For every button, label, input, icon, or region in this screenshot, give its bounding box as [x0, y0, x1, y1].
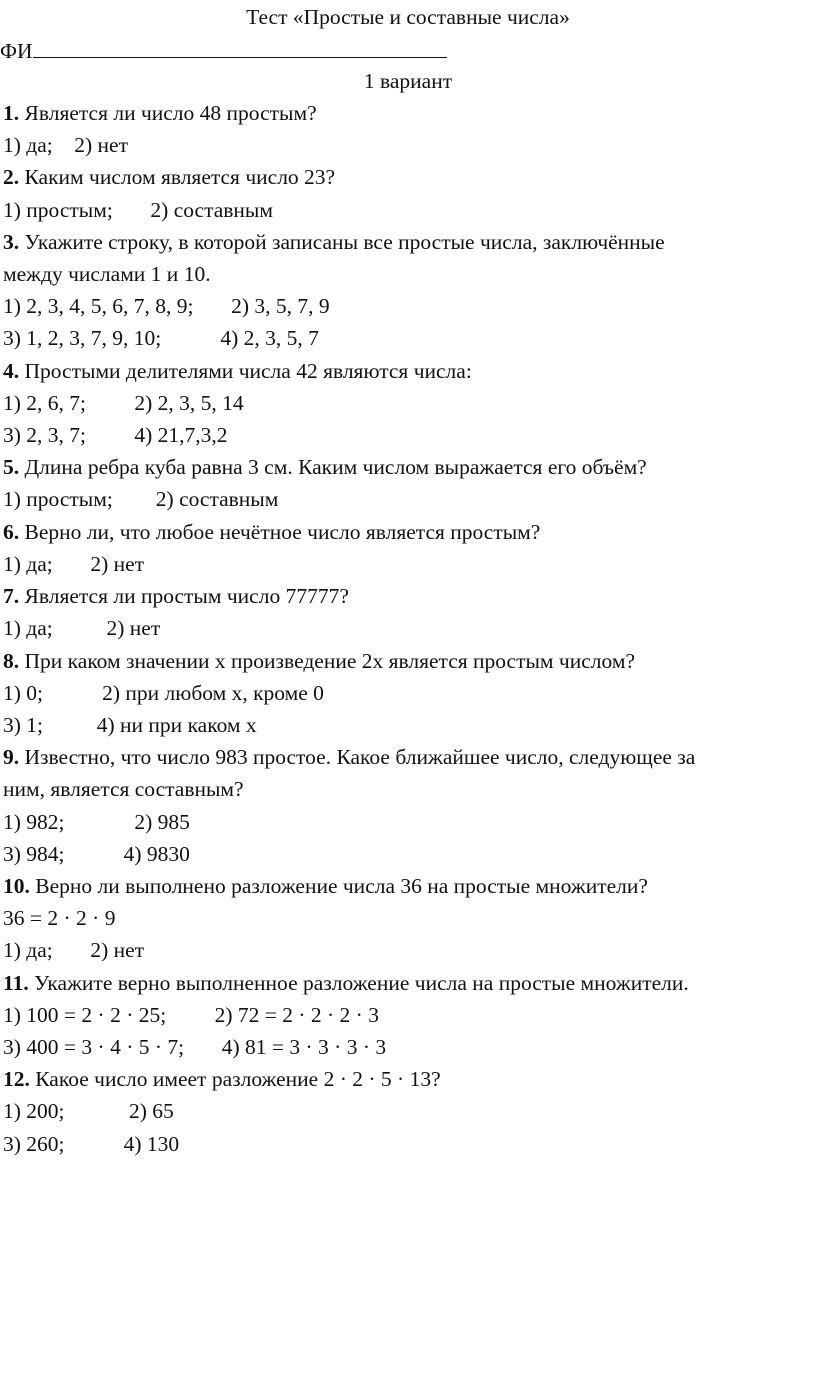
question-text: Верно ли, что любое нечётное число является простым?: [19, 520, 541, 544]
question-text: Верно ли выполнено разложение числа 36 на простые множители?: [29, 874, 648, 898]
question-10: [3, 873, 648, 899]
name-field: [0, 36, 447, 64]
answer-options: 3) 260; 4) 130: [3, 1132, 180, 1156]
question-3: [3, 229, 665, 255]
answer-options: 1) 2, 6, 7; 2) 2, 3, 5, 14: [3, 391, 244, 415]
question-text: Укажите строку, в которой записаны все простые числа, заключённые: [19, 230, 665, 254]
question-text: Простыми делителями числа 42 являются числа:: [19, 359, 472, 383]
answer-options: 1) простым; 2) составным: [3, 487, 279, 511]
answer-options: 1) 200; 2) 65: [3, 1099, 174, 1123]
question-text-continued: между числами 1 и 10.: [3, 262, 211, 286]
variant-label: 1 вариант: [363, 69, 453, 93]
answer-options: 1) да; 2) нет: [3, 616, 161, 640]
question-number: 7.: [3, 584, 20, 608]
question-number: 6.: [3, 520, 20, 544]
question-number: 1.: [3, 101, 20, 125]
question-number: 3.: [3, 230, 20, 254]
question-number: 10.: [3, 874, 30, 898]
question-4: [3, 358, 472, 384]
page-title: Тест «Простые и составные числа»: [246, 5, 570, 29]
question-text: Является ли простым число 77777?: [19, 584, 349, 608]
name-field-underline: [33, 36, 447, 58]
question-number: 9.: [3, 745, 20, 769]
question-7: [3, 583, 349, 609]
question-text: Укажите верно выполненное разложение числа на простые множители.: [28, 971, 689, 995]
question-number: 11.: [3, 971, 29, 995]
question-text: При каком значении x произведение 2x является простым числом?: [19, 649, 635, 673]
answer-options: 1) 2, 3, 4, 5, 6, 7, 8, 9; 2) 3, 5, 7, 9: [3, 294, 330, 318]
answer-options: 3) 2, 3, 7; 4) 21,7,3,2: [3, 423, 228, 447]
question-number: 4.: [3, 359, 20, 383]
question-text: Является ли число 48 простым?: [19, 101, 317, 125]
answer-options: 3) 1, 2, 3, 7, 9, 10; 4) 2, 3, 5, 7: [3, 326, 319, 350]
question-text: Известно, что число 983 простое. Какое ближайшее число, следующее за: [19, 745, 696, 769]
question-text: Какое число имеет разложение 2 · 2 · 5 · 13?: [29, 1067, 441, 1091]
answer-options: 1) да; 2) нет: [3, 938, 145, 962]
answer-options: 1) 100 = 2 · 2 · 25; 2) 72 = 2 · 2 · 2 · 3: [3, 1003, 379, 1027]
question-1: [3, 100, 317, 126]
factorization-line: 36 = 2 · 2 · 9: [3, 906, 116, 930]
question-2: [3, 164, 335, 190]
question-8: [3, 648, 635, 674]
answer-options: 1) да; 2) нет: [3, 133, 128, 157]
question-number: 5.: [3, 455, 20, 479]
question-9: [3, 744, 695, 770]
question-text-continued: ним, является составным?: [3, 777, 244, 801]
question-6: [3, 519, 540, 545]
question-11: [3, 970, 689, 996]
name-field-label: ФИ: [0, 39, 33, 63]
question-number: 8.: [3, 649, 20, 673]
answer-options: 3) 1; 4) ни при каком x: [3, 713, 257, 737]
question-text: Каким числом является число 23?: [19, 165, 336, 189]
answer-options: 1) да; 2) нет: [3, 552, 145, 576]
question-5: [3, 454, 647, 480]
question-number: 12.: [3, 1067, 30, 1091]
answer-options: 1) простым; 2) составным: [3, 198, 273, 222]
question-number: 2.: [3, 165, 20, 189]
answer-options: 3) 984; 4) 9830: [3, 842, 190, 866]
question-12: [3, 1066, 441, 1092]
question-text: Длина ребра куба равна 3 см. Каким числом выражается его объём?: [19, 455, 647, 479]
answer-options: 1) 0; 2) при любом x, кроме 0: [3, 681, 324, 705]
answer-options: 3) 400 = 3 · 4 · 5 · 7; 4) 81 = 3 · 3 · 3 · 3: [3, 1035, 387, 1059]
answer-options: 1) 982; 2) 985: [3, 810, 190, 834]
